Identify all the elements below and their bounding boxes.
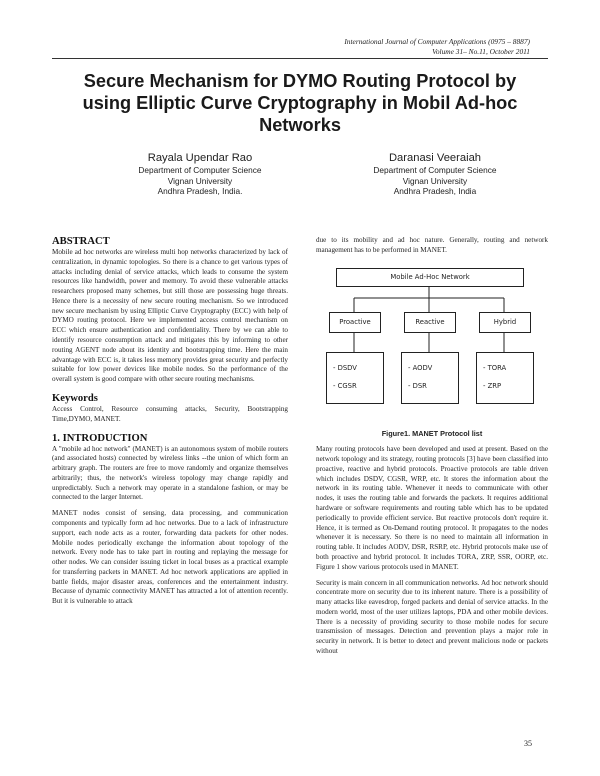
- intro-paragraph-1: A "mobile ad hoc network" (MANET) is an autonomous system of mobile routers (and associated hosts) connected by wireless links --the union of which form an arbitrary graph. The routers are free to move randomly and organize themselves arbitrarily; thus, the network's wireless topology may change rapidly and unpredictably. Such a network may operate in a standalone fashion, or may be connected to the larger Internet.: [52, 444, 288, 502]
- figure-caption: Figure1. MANET Protocol list: [381, 428, 483, 438]
- author-2: [335, 151, 535, 197]
- title-line-2: using Elliptic Curve Cryptography in Mobil Ad-hoc: [82, 93, 518, 113]
- left-column: [52, 236, 288, 607]
- list-item: - ZRP: [483, 381, 502, 390]
- proactive-list: [326, 352, 384, 404]
- journal-volume: Volume 31– No.11, October 2011: [432, 47, 530, 56]
- root-node: Mobile Ad-Hoc Network: [336, 268, 524, 287]
- right-paragraph-0: due to its mobility and ad hoc nature. Generally, routing and network management has to be performed in MANET.: [316, 236, 548, 254]
- keywords-text: Access Control, Resource consuming attacks, Security, Bootstrapping Time,DYMO, MANET.: [52, 404, 288, 423]
- keywords-heading: Keywords: [52, 392, 98, 404]
- author-dept: Department of Computer Science: [373, 165, 497, 175]
- list-item: - CGSR: [333, 381, 357, 390]
- author-1: [100, 151, 300, 197]
- author-place: Andhra Pradesh, India.: [157, 186, 243, 197]
- author-univ: Vignan University: [167, 175, 233, 186]
- author-univ: Vignan University: [402, 175, 468, 186]
- abstract-text: Mobile ad hoc networks are wireless multi hop networks characterized by lack of centralization, in dynamic topologies. So there is a chance to get various types of attacks including denial of service attacks, which leads to consume the system resources like handwidth, power and memory. To avoid these vulnerable attacks researchers proposed many schemes, but still those are possessing huge threats. Hence there is a necessity of new secure routing mechanism. So we introduced new secure mechanism by using Elliptic Curve Cryptography (ECC) with help of DYMO routing protocol. Here we implemented access control mechanism on ECC which ensure authentication and confidentiality. There by we can able to identify resource consumption attack and mitigates this by informing to other routing AGENT node about its identity and bootstrapping time. Here the main advantage with ECC is, it takes less memory provides great security and perfectly suitable for low power devices like mobile nodes. So the performance of the overall system is good compare with other secure routing mechanisms.: [52, 248, 288, 384]
- reactive-node: Reactive: [404, 312, 456, 333]
- list-item: - DSDV: [333, 363, 357, 372]
- paper-title: [52, 70, 548, 136]
- title-line-3: Networks: [259, 115, 341, 135]
- right-paragraph-2: Security is main concern in all communication networks. Ad hoc network should concentrate more on security due to its inherent nature. There is a possibility of many attacks like eavesdrop, forged packets and denial of service attacks. In the modern world, most of the user utilizes laptops, PDA and other mobile devices. There is a necessity of providing security to those mobile nodes for secure transmission of messages. Detection and prevention plays a major role in security in network. It is better to detect and prevent malicious node or packets without: [316, 578, 548, 655]
- author-dept: Department of Computer Science: [138, 165, 262, 175]
- list-item: - TORA: [483, 363, 507, 372]
- header-rule: [52, 58, 548, 59]
- abstract-heading: ABSTRACT: [52, 236, 110, 247]
- intro-paragraph-2: MANET nodes consist of sensing, data processing, and communication components and typically form ad hoc networks. Due to a lack of infrastructure support, each node acts as a router, forwarding data packets for other nodes. Mobile nodes periodically exchange the information about topology of the network. Every node has to take part in routing and replaying the message for other nodes. We can consider issuing ticket in local buses as a practical example for transferring packets in MANET. Ad hoc network applications are applied in battle fields, major disaster areas, conferences and the entertainment industry. Because of dynamic connectivity MANET has attracted a lot of attention recently. But it is vulnerable to attack: [52, 509, 288, 606]
- hybrid-node: Hybrid: [479, 312, 531, 333]
- hybrid-list: [476, 352, 534, 404]
- right-paragraph-1: Many routing protocols have been developed and used at present. Based on the network topology and its strategy, routing protocols [3] have been classified into proactive, reactive and hybrid protocols. Proactive protocols are table driven which includes DSDV, CGSR, WRP, etc. It stores the information about the network in its routing table. Whenever it needs to communicate with other nodes, it uses the routing table and forwards the packets. It requires additional hardware or software requirements and routing table which has to be updated periodically to provide efficient service. But reactive protocols don't require it. Hence, it is termed as On-Demand routing protocol. It propagates to the nodes whenever it is necessary. So there is no need to maintain all information in routing table. It includes AODV, DSR, RSRP, etc. Hybrid protocols make use of both proactive and hybrid protocol. It includes TORA, ZRP, SSR, OORP, etc. Figure 1 show various protocols used in MANET.: [316, 445, 548, 571]
- author-place: Andhra Pradesh, India: [393, 186, 477, 197]
- introduction-heading: 1. INTRODUCTION: [52, 432, 148, 444]
- author-name: Daranasi Veeraiah: [388, 152, 482, 164]
- list-item: - DSR: [408, 381, 427, 390]
- right-column: [316, 236, 548, 657]
- author-name: Rayala Upendar Rao: [147, 152, 253, 164]
- journal-header: [344, 37, 530, 57]
- reactive-list: [401, 352, 459, 404]
- list-item: - AODV: [408, 363, 433, 372]
- page-number: 35: [524, 739, 532, 748]
- title-line-1: Secure Mechanism for DYMO Routing Protocol by: [83, 71, 517, 91]
- manet-protocol-figure: [316, 268, 548, 423]
- journal-name: International Journal of Computer Applications (0975 – 8887): [344, 37, 530, 46]
- proactive-node: Proactive: [329, 312, 381, 333]
